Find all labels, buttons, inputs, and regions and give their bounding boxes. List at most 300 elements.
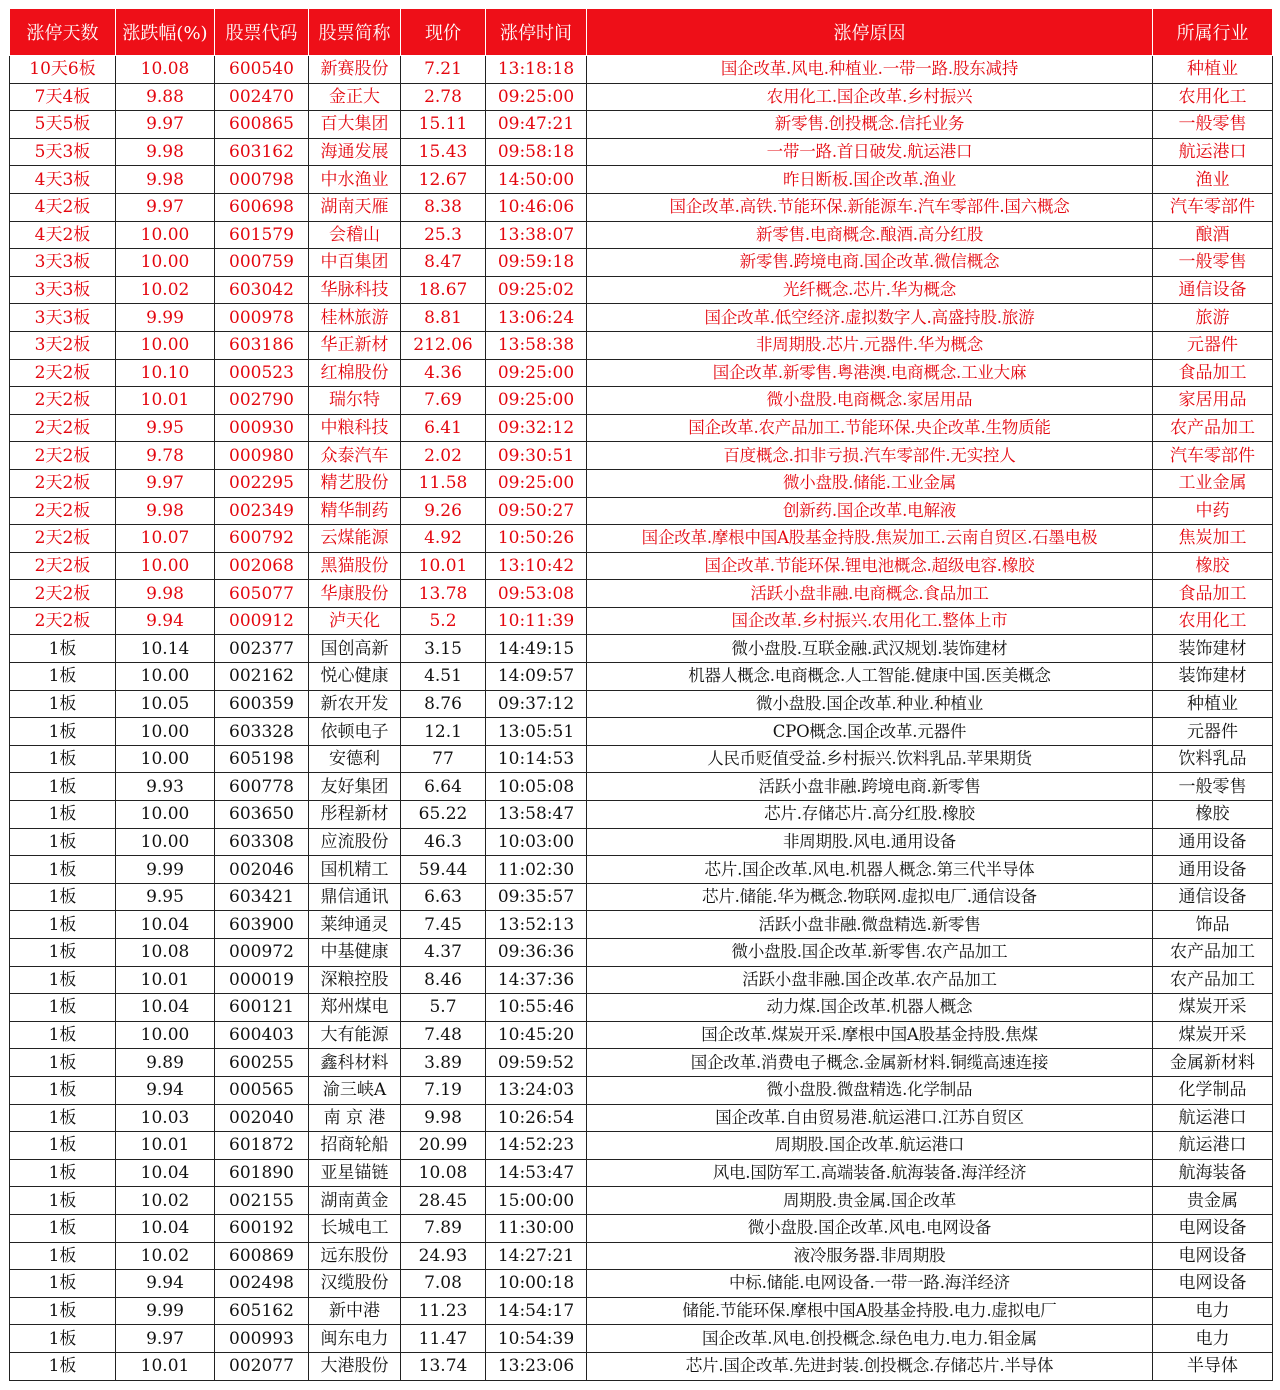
cell-stock-name: 渝三峡A [309,1076,401,1104]
cell-stock-name: 国机精工 [309,856,401,884]
cell-stock-code: 605077 [215,580,309,608]
table-row [10,1159,1273,1187]
cell-industry: 装饰建材 [1153,635,1273,663]
cell-reason: 微小盘股.国企改革.新零售.农产品加工 [587,939,1153,967]
table-row [10,1242,1273,1270]
table-row [10,249,1273,277]
cell-limit-time: 14:09:57 [486,663,587,691]
cell-industry: 金属新材料 [1153,1049,1273,1077]
table-row [10,580,1273,608]
table-row [10,1214,1273,1242]
table-row [10,745,1273,773]
header-stock-code: 股票代码 [215,9,309,56]
cell-reason: 昨日断板.国企改革.渔业 [587,166,1153,194]
table-row [10,1132,1273,1160]
table-row [10,801,1273,829]
cell-industry: 饮料乳品 [1153,745,1273,773]
cell-industry: 一般零售 [1153,249,1273,277]
cell-stock-code: 601890 [215,1159,309,1187]
cell-limit-days: 1板 [10,828,116,856]
cell-price: 6.63 [401,883,486,911]
cell-change-pct: 10.00 [116,249,215,277]
cell-industry: 元器件 [1153,718,1273,746]
cell-limit-days: 2天2板 [10,414,116,442]
cell-limit-days: 1板 [10,745,116,773]
cell-limit-days: 1板 [10,1297,116,1325]
cell-industry: 焦炭加工 [1153,525,1273,553]
cell-reason: 国企改革.消费电子概念.金属新材料.铜缆高速连接 [587,1049,1153,1077]
cell-limit-time: 13:52:13 [486,911,587,939]
cell-reason: CPO概念.国企改革.元器件 [587,718,1153,746]
cell-limit-time: 09:25:00 [486,387,587,415]
cell-reason: 微小盘股.微盘精选.化学制品 [587,1076,1153,1104]
header-change-pct: 涨跌幅(%) [116,9,215,56]
cell-industry: 农用化工 [1153,83,1273,111]
cell-stock-code: 000565 [215,1076,309,1104]
cell-limit-days: 2天2板 [10,387,116,415]
table-row [10,1187,1273,1215]
table-row [10,442,1273,470]
cell-reason: 国企改革.风电.创投概念.绿色电力.电力.钼金属 [587,1325,1153,1353]
table-row [10,911,1273,939]
cell-change-pct: 10.00 [116,663,215,691]
cell-price: 6.64 [401,773,486,801]
table-row [10,111,1273,139]
cell-stock-name: 应流股份 [309,828,401,856]
cell-stock-code: 600255 [215,1049,309,1077]
cell-change-pct: 10.08 [116,56,215,84]
cell-limit-days: 1板 [10,635,116,663]
cell-price: 7.21 [401,56,486,84]
cell-industry: 电力 [1153,1325,1273,1353]
cell-stock-code: 002498 [215,1270,309,1298]
cell-change-pct: 9.88 [116,83,215,111]
cell-change-pct: 10.00 [116,718,215,746]
cell-change-pct: 9.97 [116,111,215,139]
cell-stock-name: 中基健康 [309,939,401,967]
cell-stock-name: 桂林旅游 [309,304,401,332]
cell-price: 12.1 [401,718,486,746]
cell-reason: 国企改革.低空经济.虚拟数字人.高盛持股.旅游 [587,304,1153,332]
cell-stock-name: 长城电工 [309,1214,401,1242]
table-row [10,1049,1273,1077]
cell-price: 65.22 [401,801,486,829]
cell-limit-days: 1板 [10,994,116,1022]
cell-change-pct: 9.95 [116,883,215,911]
cell-limit-days: 1板 [10,801,116,829]
cell-limit-time: 09:36:36 [486,939,587,967]
cell-price: 7.69 [401,387,486,415]
table-row [10,331,1273,359]
cell-industry: 航运港口 [1153,1132,1273,1160]
cell-price: 13.74 [401,1352,486,1380]
cell-limit-days: 1板 [10,911,116,939]
cell-limit-days: 2天2板 [10,469,116,497]
table-row [10,414,1273,442]
cell-limit-days: 1板 [10,1021,116,1049]
cell-limit-days: 1板 [10,1352,116,1380]
cell-limit-time: 13:24:03 [486,1076,587,1104]
cell-stock-code: 603650 [215,801,309,829]
cell-limit-days: 2天2板 [10,525,116,553]
cell-change-pct: 9.95 [116,414,215,442]
cell-limit-days: 2天2板 [10,497,116,525]
cell-reason: 国企改革.节能环保.锂电池概念.超级电容.橡胶 [587,552,1153,580]
cell-change-pct: 10.00 [116,331,215,359]
cell-stock-name: 彤程新材 [309,801,401,829]
cell-change-pct: 10.00 [116,552,215,580]
cell-stock-name: 安德利 [309,745,401,773]
cell-industry: 元器件 [1153,331,1273,359]
cell-price: 2.02 [401,442,486,470]
cell-limit-days: 2天2板 [10,552,116,580]
cell-limit-days: 2天2板 [10,359,116,387]
cell-industry: 装饰建材 [1153,663,1273,691]
cell-limit-days: 5天5板 [10,111,116,139]
cell-price: 25.3 [401,221,486,249]
cell-stock-code: 600359 [215,690,309,718]
cell-stock-name: 南 京 港 [309,1104,401,1132]
cell-reason: 活跃小盘非融.国企改革.农产品加工 [587,966,1153,994]
table-row [10,552,1273,580]
cell-reason: 微小盘股.互联金融.武汉规划.装饰建材 [587,635,1153,663]
cell-industry: 种植业 [1153,690,1273,718]
cell-limit-time: 09:35:57 [486,883,587,911]
cell-reason: 微小盘股.电商概念.家居用品 [587,387,1153,415]
cell-price: 4.92 [401,525,486,553]
cell-limit-time: 13:38:07 [486,221,587,249]
header-industry: 所属行业 [1153,9,1273,56]
cell-limit-days: 1板 [10,663,116,691]
cell-industry: 橡胶 [1153,801,1273,829]
cell-price: 4.51 [401,663,486,691]
cell-limit-time: 10:50:26 [486,525,587,553]
cell-price: 6.41 [401,414,486,442]
cell-stock-code: 002077 [215,1352,309,1380]
cell-stock-code: 603421 [215,883,309,911]
cell-stock-name: 瑞尔特 [309,387,401,415]
cell-change-pct: 10.04 [116,1214,215,1242]
cell-industry: 食品加工 [1153,359,1273,387]
cell-limit-time: 13:10:42 [486,552,587,580]
cell-stock-name: 华脉科技 [309,276,401,304]
cell-reason: 机器人概念.电商概念.人工智能.健康中国.医美概念 [587,663,1153,691]
cell-limit-time: 14:54:17 [486,1297,587,1325]
cell-reason: 液冷服务器.非周期股 [587,1242,1153,1270]
cell-limit-days: 1板 [10,1242,116,1270]
cell-change-pct: 10.03 [116,1104,215,1132]
cell-stock-name: 依顿电子 [309,718,401,746]
table-row [10,83,1273,111]
cell-stock-code: 601872 [215,1132,309,1160]
cell-limit-days: 1板 [10,1187,116,1215]
cell-industry: 通用设备 [1153,828,1273,856]
cell-reason: 国企改革.新零售.粤港澳.电商概念.工业大麻 [587,359,1153,387]
table-row [10,1325,1273,1353]
cell-price: 10.08 [401,1159,486,1187]
cell-stock-code: 600698 [215,193,309,221]
cell-reason: 农用化工.国企改革.乡村振兴 [587,83,1153,111]
cell-stock-code: 000978 [215,304,309,332]
cell-change-pct: 9.97 [116,1325,215,1353]
cell-limit-time: 09:25:00 [486,469,587,497]
cell-reason: 国企改革.农产品加工.节能环保.央企改革.生物质能 [587,414,1153,442]
cell-change-pct: 9.93 [116,773,215,801]
table-row [10,966,1273,994]
cell-limit-time: 14:37:36 [486,966,587,994]
cell-limit-time: 10:03:00 [486,828,587,856]
cell-stock-name: 众泰汽车 [309,442,401,470]
cell-industry: 化学制品 [1153,1076,1273,1104]
cell-limit-time: 09:25:00 [486,83,587,111]
cell-change-pct: 10.00 [116,745,215,773]
cell-industry: 电网设备 [1153,1214,1273,1242]
cell-price: 7.48 [401,1021,486,1049]
cell-stock-name: 远东股份 [309,1242,401,1270]
cell-limit-time: 14:52:23 [486,1132,587,1160]
cell-change-pct: 10.00 [116,221,215,249]
cell-stock-name: 新农开发 [309,690,401,718]
cell-industry: 农用化工 [1153,607,1273,635]
cell-stock-code: 600869 [215,1242,309,1270]
cell-stock-code: 600540 [215,56,309,84]
cell-limit-days: 4天3板 [10,166,116,194]
cell-stock-name: 精艺股份 [309,469,401,497]
cell-price: 20.99 [401,1132,486,1160]
cell-price: 77 [401,745,486,773]
cell-stock-code: 600792 [215,525,309,553]
table-row [10,718,1273,746]
cell-change-pct: 9.99 [116,1297,215,1325]
cell-limit-days: 1板 [10,883,116,911]
table-row [10,663,1273,691]
cell-stock-name: 云煤能源 [309,525,401,553]
cell-limit-time: 14:50:00 [486,166,587,194]
cell-change-pct: 10.00 [116,801,215,829]
cell-stock-code: 600778 [215,773,309,801]
cell-reason: 风电.国防军工.高端装备.航海装备.海洋经济 [587,1159,1153,1187]
cell-stock-name: 悦心健康 [309,663,401,691]
cell-change-pct: 10.08 [116,939,215,967]
cell-price: 13.78 [401,580,486,608]
table-row [10,276,1273,304]
cell-price: 28.45 [401,1187,486,1215]
cell-stock-code: 002046 [215,856,309,884]
cell-limit-days: 1板 [10,718,116,746]
header-price: 现价 [401,9,486,56]
cell-stock-name: 鑫科材料 [309,1049,401,1077]
cell-limit-days: 1板 [10,1270,116,1298]
cell-stock-name: 中粮科技 [309,414,401,442]
cell-stock-code: 605198 [215,745,309,773]
cell-price: 15.11 [401,111,486,139]
limit-up-table [9,8,1273,1381]
cell-stock-name: 海通发展 [309,138,401,166]
cell-industry: 电网设备 [1153,1242,1273,1270]
cell-limit-time: 09:25:00 [486,359,587,387]
cell-industry: 汽车零部件 [1153,442,1273,470]
table-row [10,221,1273,249]
cell-limit-time: 09:59:52 [486,1049,587,1077]
limit-up-table-container [9,8,1273,1381]
cell-limit-time: 10:00:18 [486,1270,587,1298]
table-row [10,1270,1273,1298]
cell-stock-code: 603186 [215,331,309,359]
cell-price: 4.37 [401,939,486,967]
cell-industry: 农产品加工 [1153,939,1273,967]
cell-limit-time: 10:05:08 [486,773,587,801]
cell-change-pct: 10.00 [116,1021,215,1049]
cell-stock-name: 大有能源 [309,1021,401,1049]
cell-limit-time: 09:58:18 [486,138,587,166]
cell-price: 3.89 [401,1049,486,1077]
cell-stock-code: 000523 [215,359,309,387]
table-row [10,525,1273,553]
cell-reason: 中标.储能.电网设备.一带一路.海洋经济 [587,1270,1153,1298]
cell-change-pct: 9.98 [116,497,215,525]
table-row [10,1076,1273,1104]
cell-limit-days: 10天6板 [10,56,116,84]
cell-reason: 国企改革.乡村振兴.农用化工.整体上市 [587,607,1153,635]
table-row [10,939,1273,967]
table-row [10,1352,1273,1380]
cell-limit-time: 14:27:21 [486,1242,587,1270]
cell-limit-time: 11:30:00 [486,1214,587,1242]
cell-reason: 微小盘股.国企改革.风电.电网设备 [587,1214,1153,1242]
cell-limit-days: 1板 [10,966,116,994]
cell-change-pct: 9.94 [116,1076,215,1104]
cell-limit-time: 15:00:00 [486,1187,587,1215]
table-row [10,856,1273,884]
cell-reason: 国企改革.自由贸易港.航运港口.江苏自贸区 [587,1104,1153,1132]
cell-limit-days: 1板 [10,1049,116,1077]
cell-stock-code: 600865 [215,111,309,139]
cell-change-pct: 10.00 [116,828,215,856]
cell-industry: 通用设备 [1153,856,1273,884]
cell-reason: 非周期股.芯片.元器件.华为概念 [587,331,1153,359]
header-reason: 涨停原因 [587,9,1153,56]
cell-stock-name: 精华制药 [309,497,401,525]
cell-limit-days: 1板 [10,1104,116,1132]
cell-change-pct: 9.99 [116,856,215,884]
cell-industry: 一般零售 [1153,111,1273,139]
cell-stock-name: 友好集团 [309,773,401,801]
cell-price: 11.23 [401,1297,486,1325]
cell-reason: 一带一路.首日破发.航运港口 [587,138,1153,166]
cell-stock-code: 002790 [215,387,309,415]
cell-change-pct: 10.02 [116,276,215,304]
cell-limit-days: 1板 [10,1159,116,1187]
cell-price: 12.67 [401,166,486,194]
cell-industry: 家居用品 [1153,387,1273,415]
cell-limit-time: 13:05:51 [486,718,587,746]
cell-limit-days: 2天2板 [10,607,116,635]
cell-stock-name: 大港股份 [309,1352,401,1380]
cell-stock-code: 600192 [215,1214,309,1242]
cell-reason: 新零售.创投概念.信托业务 [587,111,1153,139]
cell-reason: 新零售.跨境电商.国企改革.微信概念 [587,249,1153,277]
cell-stock-code: 000798 [215,166,309,194]
cell-price: 11.47 [401,1325,486,1353]
cell-industry: 饰品 [1153,911,1273,939]
cell-change-pct: 10.05 [116,690,215,718]
cell-stock-name: 百大集团 [309,111,401,139]
cell-industry: 通信设备 [1153,883,1273,911]
cell-reason: 非周期股.风电.通用设备 [587,828,1153,856]
cell-stock-code: 603308 [215,828,309,856]
table-row [10,469,1273,497]
cell-limit-days: 4天2板 [10,221,116,249]
cell-price: 11.58 [401,469,486,497]
cell-change-pct: 10.07 [116,525,215,553]
cell-stock-name: 新赛股份 [309,56,401,84]
cell-limit-time: 10:46:06 [486,193,587,221]
cell-change-pct: 10.01 [116,1132,215,1160]
cell-price: 8.38 [401,193,486,221]
table-row [10,690,1273,718]
cell-reason: 周期股.贵金属.国企改革 [587,1187,1153,1215]
cell-industry: 半导体 [1153,1352,1273,1380]
cell-stock-code: 603162 [215,138,309,166]
cell-stock-code: 000972 [215,939,309,967]
cell-industry: 航海装备 [1153,1159,1273,1187]
cell-stock-code: 002295 [215,469,309,497]
cell-change-pct: 10.04 [116,1159,215,1187]
cell-price: 7.08 [401,1270,486,1298]
cell-price: 8.47 [401,249,486,277]
table-row [10,359,1273,387]
table-row [10,193,1273,221]
cell-stock-code: 000993 [215,1325,309,1353]
cell-stock-name: 招商轮船 [309,1132,401,1160]
table-row [10,773,1273,801]
cell-reason: 人民币贬值受益.乡村振兴.饮料乳品.苹果期货 [587,745,1153,773]
cell-reason: 芯片.国企改革.先进封装.创投概念.存储芯片.半导体 [587,1352,1153,1380]
cell-change-pct: 10.04 [116,994,215,1022]
cell-limit-time: 09:25:02 [486,276,587,304]
cell-stock-code: 603900 [215,911,309,939]
cell-stock-code: 000759 [215,249,309,277]
cell-limit-days: 3天3板 [10,276,116,304]
cell-stock-code: 002068 [215,552,309,580]
table-row [10,1021,1273,1049]
cell-reason: 新零售.电商概念.酿酒.高分红股 [587,221,1153,249]
cell-industry: 电力 [1153,1297,1273,1325]
cell-limit-time: 10:54:39 [486,1325,587,1353]
cell-limit-days: 1板 [10,1325,116,1353]
cell-price: 5.2 [401,607,486,635]
cell-price: 2.78 [401,83,486,111]
cell-industry: 农产品加工 [1153,966,1273,994]
cell-stock-code: 002162 [215,663,309,691]
cell-change-pct: 10.01 [116,1352,215,1380]
cell-change-pct: 9.98 [116,166,215,194]
cell-limit-days: 7天4板 [10,83,116,111]
cell-price: 10.01 [401,552,486,580]
cell-industry: 种植业 [1153,56,1273,84]
cell-industry: 农产品加工 [1153,414,1273,442]
cell-stock-code: 601579 [215,221,309,249]
cell-stock-name: 中水渔业 [309,166,401,194]
cell-limit-time: 13:58:47 [486,801,587,829]
cell-stock-name: 华康股份 [309,580,401,608]
cell-price: 7.19 [401,1076,486,1104]
cell-reason: 国企改革.风电.种植业.一带一路.股东减持 [587,56,1153,84]
cell-industry: 煤炭开采 [1153,1021,1273,1049]
cell-change-pct: 9.94 [116,607,215,635]
table-row [10,166,1273,194]
cell-industry: 汽车零部件 [1153,193,1273,221]
